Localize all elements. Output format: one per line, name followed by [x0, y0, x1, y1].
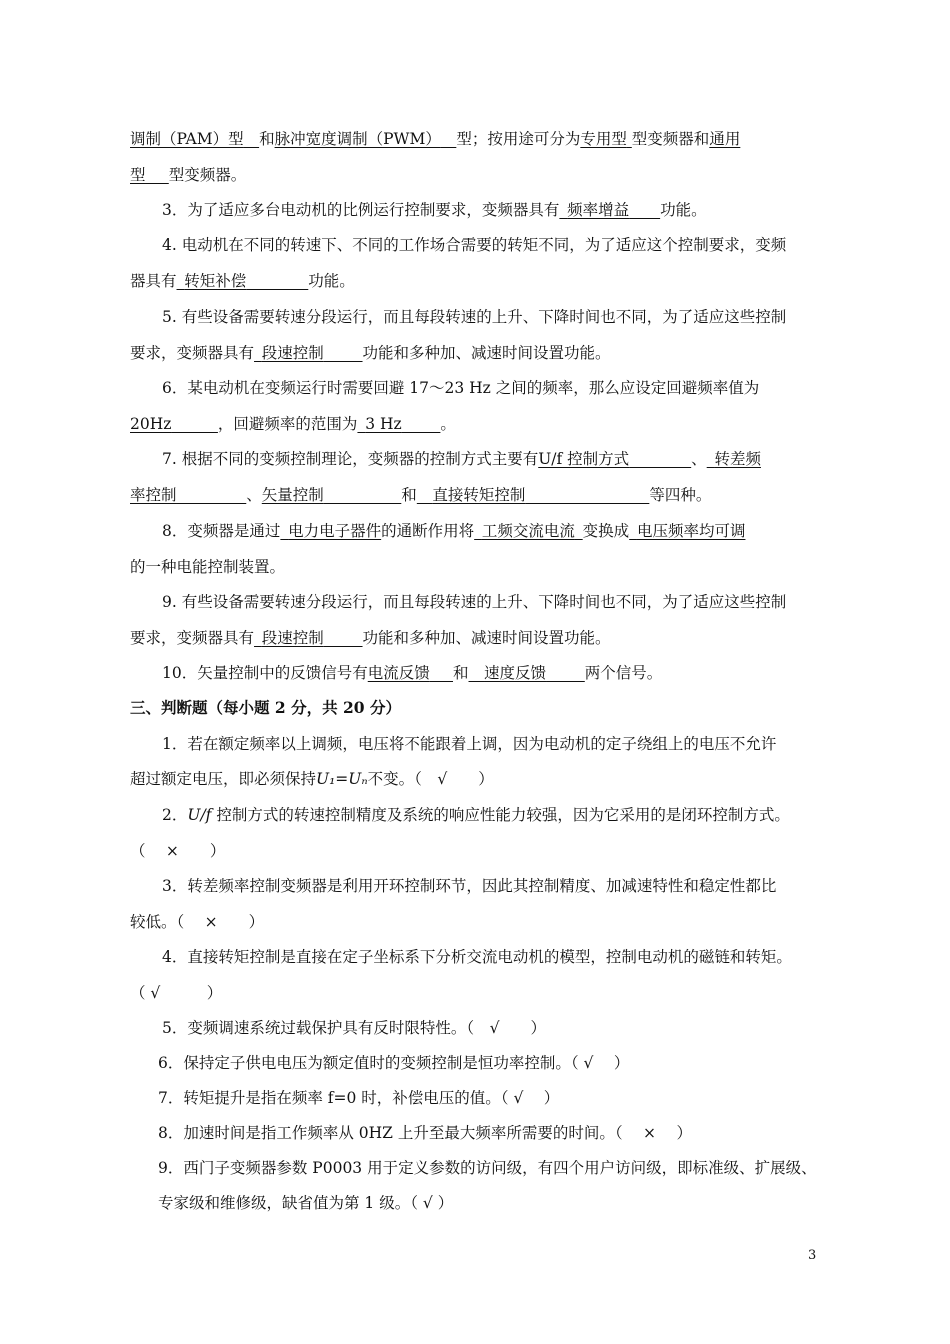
q9-line1: 9. 有些设备需要转速分段运行，而且每段转速的上升、下降时间也不同，为了适应这些控制: [162, 593, 787, 611]
j1-line1: 1．若在额定频率以上调频，电压将不能跟着上调，因为电动机的定子绕组上的电压不允许: [162, 735, 777, 753]
q3-line: 3．为了适应多台电动机的比例运行控制要求，变频器具有 频率增益 功能。: [162, 201, 707, 219]
j2-line1: 2．U/f 控制方式的转速控制精度及系统的响应性能力较强，因为它采用的是闭环控制方式。: [162, 806, 790, 824]
q10-line: 10．矢量控制中的反馈信号有电流反馈 和 速度反馈 两个信号。: [162, 664, 663, 682]
q7-line1: 7. 根据不同的变频控制理论，变频器的控制方式主要有U/f 控制方式 、 转差频: [162, 450, 761, 468]
q7-line2: 率控制 、矢量控制 和 直接转矩控制 等四种。: [130, 486, 712, 504]
j6-line: 6．保持定子供电电压为额定值时的变频控制是恒功率控制。（ √ ）: [158, 1054, 630, 1072]
q10-answer-current: 电流反馈: [367, 664, 430, 682]
j9-line1: 9．西门子变频器参数 P0003 用于定义参数的访问级，有四个用户访问级，即标准级、扩展级、: [158, 1159, 817, 1177]
q7-answer-uf: U/f 控制方式: [538, 450, 630, 468]
q6-answer-range: 3 Hz: [365, 415, 402, 433]
j9-line2: 专家级和维修级，缺省值为第 1 级。（ √ ）: [158, 1194, 454, 1212]
j2-term: U/f: [187, 806, 212, 824]
q7-answer-vector: 矢量控制: [261, 486, 324, 504]
q9-line2: 要求，变频器具有 段速控制 功能和多种加、减速时间设置功能。: [130, 629, 611, 647]
q10-answer-speed: 速度反馈: [484, 664, 547, 682]
q9-answer: 段速控制: [261, 629, 324, 647]
j8-line: 8．加速时间是指工作频率从 0HZ 上升至最大频率所需要的时间。（ × ）: [158, 1124, 692, 1142]
q2-answer-special: 专用型: [580, 130, 627, 148]
page-number: 3: [808, 1248, 817, 1263]
section-3-heading: 三、判断题（每小题 2 分，共 20 分）: [130, 698, 401, 717]
q8-line1: 8．变频器是通过 电力电子器件的通断作用将 工频交流电流 变换成 电压频率均可调: [162, 522, 746, 540]
q7-answer-slip: 转差频: [714, 450, 761, 468]
q5-line1: 5. 有些设备需要转速分段运行，而且每段转速的上升、下降时间也不同，为了适应这些控制: [162, 308, 787, 326]
q4-line2: 器具有 转矩补偿 功能。: [130, 272, 355, 290]
q2-answer-general: 通用: [709, 130, 741, 148]
q7-answer-dtc: 直接转矩控制: [432, 486, 526, 504]
q4-answer: 转矩补偿: [184, 272, 247, 290]
q2-continuation-line2: 型 型变频器。: [130, 166, 247, 184]
j5-line: 5．变频调速系统过载保护具有反时限特性。（ √ ）: [162, 1019, 546, 1037]
q8-answer-adjustable: 电压频率均可调: [636, 522, 746, 540]
q2-answer-pwm: 脉冲宽度调制（PWM）: [274, 130, 441, 148]
q5-line2: 要求，变频器具有 段速控制 功能和多种加、减速时间设置功能。: [130, 344, 611, 362]
j7-line: 7．转矩提升是指在频率 f=0 时，补偿电压的值。（ √ ）: [158, 1089, 560, 1107]
q3-answer: 频率增益: [567, 201, 630, 219]
q8-answer-device: 电力电子器件: [288, 522, 382, 540]
q2-answer-pam: 调制（PAM）型: [130, 130, 244, 148]
q8-answer-current: 工频交流电流: [481, 522, 575, 540]
j4-line1: 4．直接转矩控制是直接在定子坐标系下分析交流电动机的模型，控制电动机的磁链和转矩。: [162, 948, 792, 966]
q2-continuation-line1: 调制（PAM）型 和脉冲宽度调制（PWM） 型；按用途可分为专用型 型变频器和通用: [130, 130, 741, 148]
q4-line1: 4. 电动机在不同的转速下、不同的工作场合需要的转矩不同，为了适应这个控制要求，变频: [162, 236, 787, 254]
q6-line1: 6．某电动机在变频运行时需要回避 17～23 Hz 之间的频率，那么应设定回避频率值为: [162, 379, 760, 397]
j4-line2: （ √ ）: [130, 984, 223, 1002]
q6-answer-freq: 20Hz: [130, 415, 172, 433]
j3-line2: 较低。（ × ）: [130, 913, 265, 931]
j1-formula: U₁=Uₙ: [316, 770, 368, 788]
j3-line1: 3．转差频率控制变频器是利用开环控制环节，因此其控制精度、加减速特性和稳定性都比: [162, 877, 777, 895]
q8-line2: 的一种电能控制装置。: [130, 558, 286, 576]
j2-line2: （ × ）: [130, 842, 226, 860]
q5-answer: 段速控制: [261, 344, 324, 362]
q6-line2: 20Hz ，回避频率的范围为 3 Hz 。: [130, 415, 456, 433]
j1-line2: 超过额定电压，即必须保持U₁=Uₙ不变。（ √ ）: [130, 770, 494, 788]
